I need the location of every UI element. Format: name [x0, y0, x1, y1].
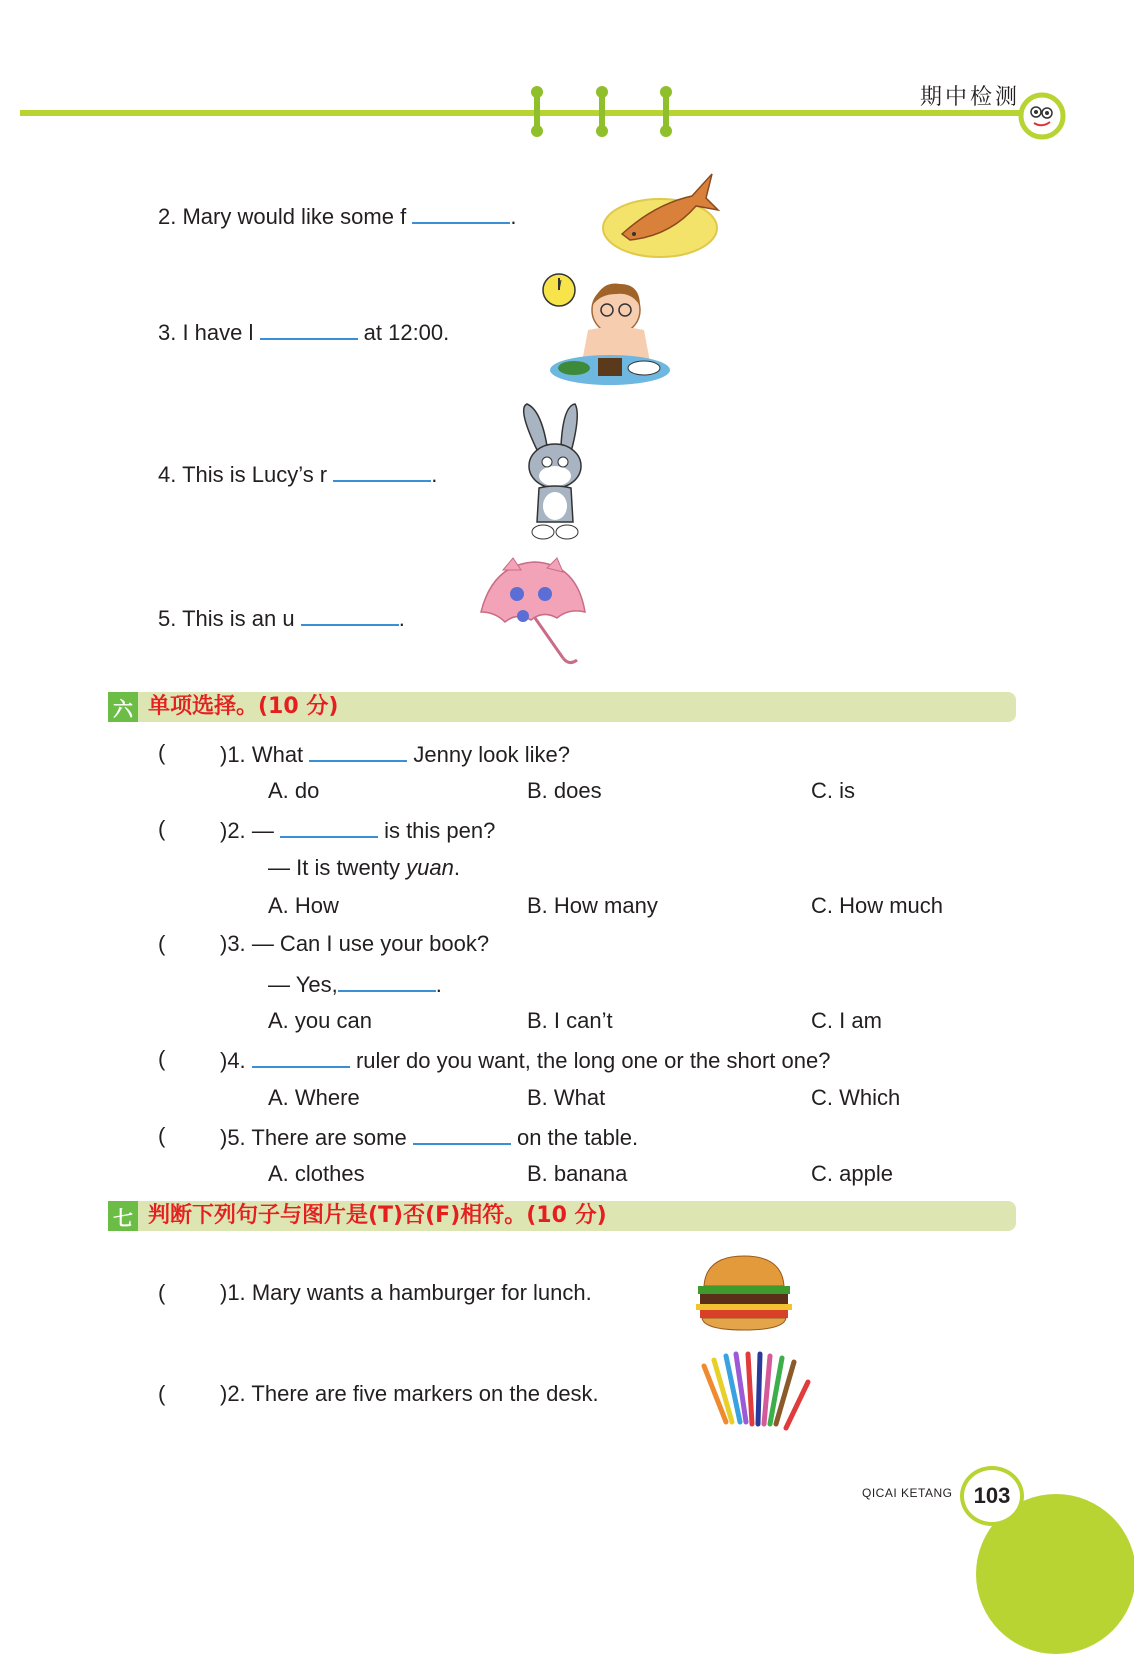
hamburger-image — [684, 1250, 802, 1334]
section-7-banner — [108, 1201, 1016, 1231]
fill-in-question-4 — [158, 460, 437, 488]
option-b[interactable]: B. What — [527, 1085, 606, 1110]
answer-blank[interactable] — [260, 318, 358, 340]
question-text: What — [251, 742, 304, 767]
fill-in-question-2 — [158, 202, 516, 230]
question-text: is this pen? — [384, 818, 496, 843]
mc-question-3 — [220, 931, 489, 957]
section-badge: 六 — [108, 692, 138, 722]
answer-blank[interactable] — [333, 460, 431, 482]
footer-brand: QICAI KETANG — [862, 1486, 953, 1500]
question-number: )2. — [220, 1381, 246, 1406]
markers-image — [696, 1348, 816, 1438]
section-title: 单项选择。(10 分) — [148, 694, 339, 719]
mc-question-1 — [220, 740, 570, 768]
fill-in-question-5 — [158, 604, 405, 632]
option-a[interactable]: A. How — [268, 893, 339, 918]
question-text: There are some — [251, 1125, 407, 1150]
answer-paren[interactable]: ( — [158, 1381, 166, 1406]
question-text: There are five markers on the desk. — [251, 1381, 599, 1406]
question-suffix: at 12:00. — [363, 320, 450, 345]
option-b[interactable]: B. How many — [527, 893, 658, 918]
option-a[interactable]: A. Where — [268, 1085, 360, 1110]
question-suffix: . — [431, 462, 438, 487]
answer-paren[interactable]: ( — [158, 740, 166, 765]
question-number: )2. — [220, 818, 246, 843]
question-text: 5. This is an u — [158, 606, 295, 631]
option-b[interactable]: B. banana — [527, 1161, 628, 1186]
section-badge: 七 — [108, 1201, 138, 1231]
fish-on-plate-image — [600, 166, 722, 260]
answer-blank[interactable] — [252, 1046, 350, 1068]
answer-paren[interactable]: ( — [158, 931, 166, 956]
mc-question-5 — [220, 1123, 638, 1151]
option-b[interactable]: B. does — [527, 778, 602, 803]
mc-question-2-line2 — [268, 855, 460, 881]
mc-question-2 — [220, 816, 495, 844]
answer-blank[interactable] — [309, 740, 407, 762]
fill-in-question-3 — [158, 318, 449, 346]
question-text: 2. Mary would like some f — [158, 204, 407, 229]
question-text: — Yes, — [268, 972, 338, 997]
question-suffix: . — [398, 606, 405, 631]
answer-blank[interactable] — [413, 1123, 511, 1145]
answer-blank[interactable] — [280, 816, 378, 838]
tf-question-2 — [220, 1381, 599, 1407]
question-suffix: . — [510, 204, 517, 229]
section-title: 判断下列句子与图片是(T)否(F)相符。(10 分) — [148, 1203, 607, 1228]
question-text: 3. I have l — [158, 320, 254, 345]
rabbit-cartoon-image — [515, 400, 593, 545]
page-number-badge — [960, 1466, 1024, 1526]
binder-rings — [520, 82, 690, 140]
option-c[interactable]: C. I am — [811, 1008, 882, 1033]
option-c[interactable]: C. apple — [811, 1161, 893, 1186]
answer-blank[interactable] — [412, 202, 510, 224]
option-a[interactable]: A. do — [268, 778, 320, 803]
mc-question-4 — [220, 1046, 830, 1074]
cartoon-badge-icon — [1018, 92, 1066, 140]
question-suffix: . — [435, 972, 442, 997]
option-c[interactable]: C. Which — [811, 1085, 901, 1110]
answer-paren[interactable]: ( — [158, 1280, 166, 1305]
mc-question-3-line2 — [268, 970, 442, 998]
answer-paren[interactable]: ( — [158, 816, 166, 841]
answer-paren[interactable]: ( — [158, 1123, 166, 1148]
page-number: 103 — [973, 1483, 1011, 1508]
tf-question-1 — [220, 1280, 592, 1306]
answer-blank[interactable] — [338, 970, 436, 992]
question-text: Jenny look like? — [413, 742, 570, 767]
option-b[interactable]: B. I can’t — [527, 1008, 613, 1033]
question-number: )1. — [220, 742, 246, 767]
question-text: — — [251, 818, 274, 843]
question-number: )1. — [220, 1280, 246, 1305]
section-6-banner — [108, 692, 1016, 722]
cat-umbrella-image — [473, 556, 593, 674]
question-number: )3. — [220, 931, 246, 956]
option-c[interactable]: C. is — [811, 778, 855, 803]
question-number: )5. — [220, 1125, 246, 1150]
question-text: Mary wants a hamburger for lunch. — [251, 1280, 592, 1305]
option-a[interactable]: A. clothes — [268, 1161, 365, 1186]
option-a[interactable]: A. you can — [268, 1008, 372, 1033]
question-suffix: . — [453, 855, 460, 880]
section-title: 期中检测 — [920, 85, 1021, 110]
answer-paren[interactable]: ( — [158, 1046, 166, 1071]
question-text: on the table. — [516, 1125, 639, 1150]
boy-eating-lunch-image — [540, 270, 674, 386]
question-text: — Can I use your book? — [251, 931, 490, 956]
question-text: ruler do you want, the long one or the short one? — [355, 1048, 831, 1073]
question-text: 4. This is Lucy’s r — [158, 462, 328, 487]
answer-blank[interactable] — [301, 604, 399, 626]
option-c[interactable]: C. How much — [811, 893, 944, 918]
question-text: — It is twenty — [268, 855, 407, 880]
question-number: )4. — [220, 1048, 246, 1073]
question-italic-word: yuan — [406, 855, 454, 880]
